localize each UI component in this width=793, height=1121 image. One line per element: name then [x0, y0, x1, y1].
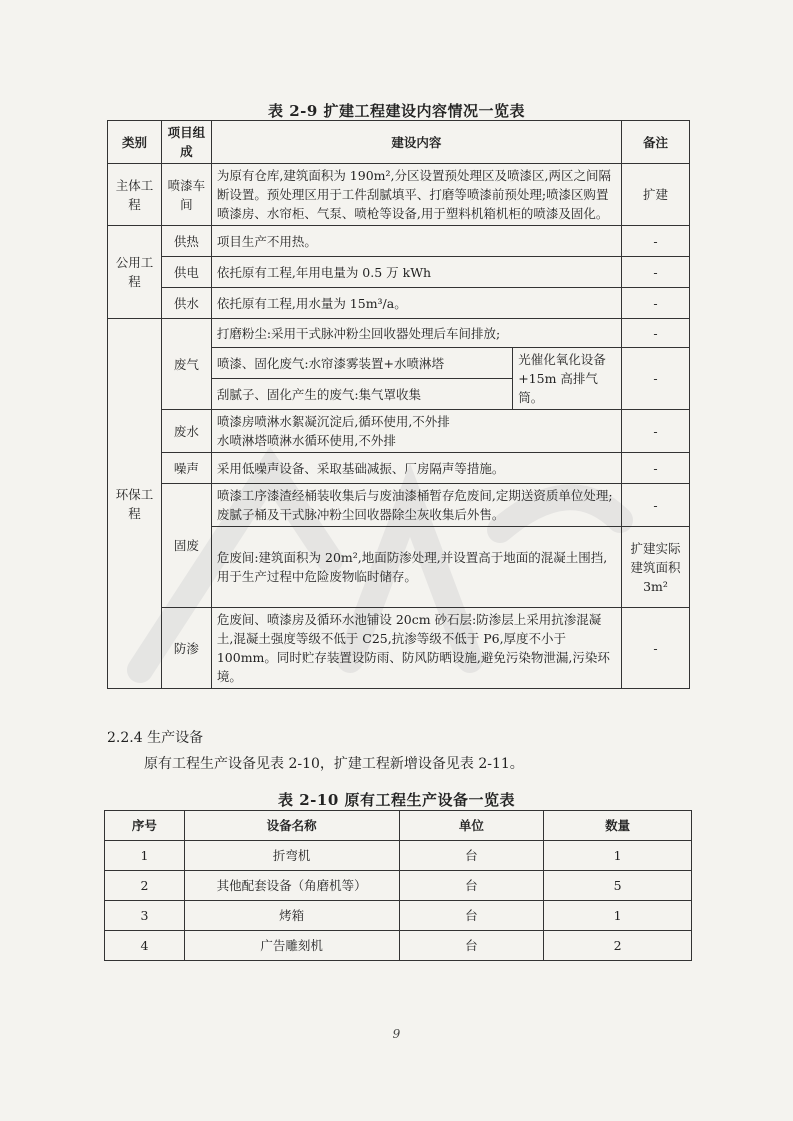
content-cell: 依托原有工程,年用电量为 0.5 万 kWh — [211, 257, 621, 288]
content-line: 水喷淋塔喷淋水循环使用,不外排 — [216, 433, 396, 448]
component-cell: 噪声 — [161, 453, 211, 484]
content-cell: 喷漆、固化废气:水帘漆雾装置+水喷淋塔 — [211, 348, 512, 379]
component-cell: 固废 — [161, 484, 211, 608]
header-unit: 单位 — [399, 811, 544, 841]
header-qty: 数量 — [544, 811, 692, 841]
content-cell: 为原有仓库,建筑面积为 190m²,分区设置预处理区及喷漆区,两区之间隔断设置。预处理区用于工件刮腻填平、打磨等喷漆前预处理;喷漆区购置喷漆房、水帘柜、气泵、喷枪等设备,用于塑料机箱机柜的喷漆及固化。 — [211, 164, 621, 226]
header-no: 序号 — [105, 811, 185, 841]
qty-cell: 1 — [544, 901, 692, 931]
content-cell: 危废间:建筑面积为 20m²,地面防渗处理,并设置高于地面的混凝土围挡,用于生产过程中危险废物临时储存。 — [211, 527, 621, 608]
note-cell: - — [622, 288, 690, 319]
no-cell: 4 — [105, 931, 185, 961]
qty-cell: 2 — [544, 931, 692, 961]
note-cell: - — [622, 226, 690, 257]
note-cell: - — [622, 348, 690, 410]
table-row — [108, 164, 690, 226]
equipment-table — [104, 810, 692, 961]
section-heading: 2.2.4 生产设备 — [107, 730, 204, 746]
note-cell: - — [622, 410, 690, 453]
table2-caption: 表 2-10 原有工程生产设备一览表 — [278, 791, 515, 809]
content-cell: 刮腻子、固化产生的废气:集气罩收集 — [211, 379, 512, 410]
page-number: 9 — [392, 1027, 401, 1041]
note-cell: - — [622, 608, 690, 689]
content-cell: 依托原有工程,用水量为 15m³/a。 — [211, 288, 621, 319]
name-cell: 烤箱 — [184, 901, 399, 931]
name-cell: 折弯机 — [184, 841, 399, 871]
table-header-row — [108, 121, 690, 164]
header-component: 项目组成 — [161, 121, 211, 164]
construction-content-table — [107, 120, 690, 689]
category-cell: 公用工程 — [108, 226, 162, 319]
table-row — [108, 257, 690, 288]
qty-cell: 1 — [544, 841, 692, 871]
table-row — [108, 410, 690, 453]
category-cell: 主体工程 — [108, 164, 162, 226]
unit-cell: 台 — [399, 841, 544, 871]
no-cell: 2 — [105, 871, 185, 901]
no-cell: 3 — [105, 901, 185, 931]
unit-cell: 台 — [399, 901, 544, 931]
table-row — [108, 453, 690, 484]
component-cell: 废水 — [161, 410, 211, 453]
note-cell: 扩建实际建筑面积 3m² — [622, 527, 690, 608]
qty-cell: 5 — [544, 871, 692, 901]
no-cell: 1 — [105, 841, 185, 871]
note-cell: 扩建 — [622, 164, 690, 226]
name-cell: 其他配套设备（角磨机等） — [184, 871, 399, 901]
component-cell: 防渗 — [161, 608, 211, 689]
table-row — [108, 288, 690, 319]
content-line: 喷漆房喷淋水絮凝沉淀后,循环使用,不外排 — [216, 414, 450, 429]
component-cell: 喷漆车间 — [161, 164, 211, 226]
table-row — [105, 841, 692, 871]
header-category: 类别 — [108, 121, 162, 164]
table-row — [108, 484, 690, 527]
component-cell: 供热 — [161, 226, 211, 257]
table-row — [105, 931, 692, 961]
content-cell: 打磨粉尘:采用干式脉冲粉尘回收器处理后车间排放; — [211, 319, 621, 348]
header-name: 设备名称 — [184, 811, 399, 841]
note-cell: - — [622, 319, 690, 348]
table-row — [105, 871, 692, 901]
note-cell: - — [622, 484, 690, 527]
table-row — [108, 608, 690, 689]
name-cell: 广告雕刻机 — [184, 931, 399, 961]
header-content: 建设内容 — [211, 121, 621, 164]
table-header-row — [105, 811, 692, 841]
content-cell: 采用低噪声设备、采取基础减振、厂房隔声等措施。 — [211, 453, 621, 484]
table1-caption: 表 2-9 扩建工程建设内容情况一览表 — [267, 102, 526, 120]
header-note: 备注 — [622, 121, 690, 164]
table-row — [108, 319, 690, 348]
content-cell: 项目生产不用热。 — [211, 226, 621, 257]
unit-cell: 台 — [399, 931, 544, 961]
shared-treatment-cell: 光催化氧化设备+15m 高排气筒。 — [513, 348, 622, 410]
unit-cell: 台 — [399, 871, 544, 901]
table-row — [108, 226, 690, 257]
note-cell: - — [622, 257, 690, 288]
section-paragraph: 原有工程生产设备见表 2-10，扩建工程新增设备见表 2-11。 — [144, 756, 524, 772]
content-cell — [211, 410, 621, 453]
component-cell: 供水 — [161, 288, 211, 319]
component-cell: 供电 — [161, 257, 211, 288]
content-cell: 危废间、喷漆房及循环水池铺设 20cm 砂石层:防渗层上采用抗渗混凝土,混凝土强度等级不低于 C25,抗渗等级不低于 P6,厚度不小于 100mm。同时贮存装置设防雨、防风防晒设施,避免污染物泄漏,污染环境。 — [211, 608, 621, 689]
component-cell: 废气 — [161, 319, 211, 410]
content-cell: 喷漆工序漆渣经桶装收集后与废油漆桶暂存危废间,定期送资质单位处理;废腻子桶及干式脉冲粉尘回收器除尘灰收集后外售。 — [211, 484, 621, 527]
table-row — [105, 901, 692, 931]
note-cell: - — [622, 453, 690, 484]
category-cell: 环保工程 — [108, 319, 162, 689]
